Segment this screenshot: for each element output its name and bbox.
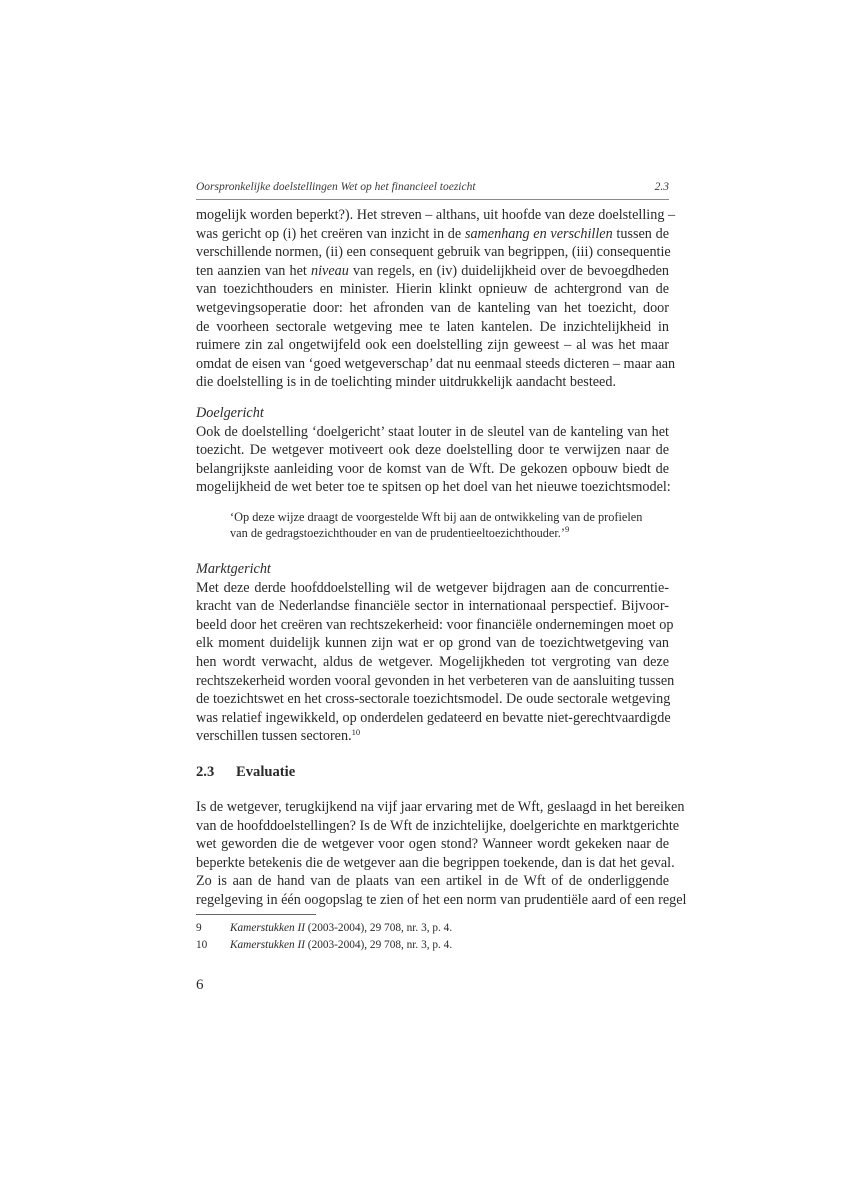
paragraph-doelgericht [196,404,669,497]
page-number: 6 [196,977,204,993]
text-line: beperkte betekenis die de wetgever aan die begrippen toekende, dan is dat het geval. [196,854,675,871]
section-heading [196,764,295,781]
text-line: was gericht op (i) het creëren van inzicht in de samenhang en verschillen tussen de [196,225,669,242]
header-section-number: 2.3 [654,181,669,193]
text-line: mogelijk worden beperkt?). Het streven – althans, uit hoofde van deze doelstelling – [196,207,676,223]
paragraph-evaluatie [196,798,687,910]
text-line: belangrijkste aanleiding voor de komst van de Wft. De gekozen opbouw biedt de [196,460,669,477]
emphasis-text: niveau [310,262,349,279]
text-line: hen wordt verwacht, aldus de wetgever. Mogelijkheden tot vergroting van deze [196,653,669,670]
text-line: beeld door het creëren van rechtszekerheid: voor financiële ondernemingen moet op [196,616,674,633]
text-line: die doelstelling is in de toelichting minder uitdrukkelijk aandacht besteed. [196,374,616,391]
quote-line: ‘Op deze wijze draagt de voorgestelde Wft bij aan de ontwikkeling van de profielen [230,510,643,524]
text-line: wet geworden die de wetgever voor ogen stond? Wanneer wordt gekeken naar de [196,836,669,853]
section-number: 2.3 [196,764,215,780]
block-quote [230,509,670,542]
subheading-marktgericht: Marktgericht [196,561,271,577]
paragraph-intro [196,206,676,392]
footnote-ref: 9 [564,524,570,535]
footnote: 10 Kamerstukken II (2003-2004), 29 708, nr. 3, p. 4. [196,937,452,954]
text-line: regelgeving in één oogopslag te zien of het een norm van prudentiële aard of een regel [196,891,687,908]
footnote-source: Kamerstukken II [230,922,305,934]
footnote-number: 9 [196,922,202,934]
running-title: Oorspronkelijke doelstellingen Wet op het financieel toezicht [196,181,476,193]
text-line: mogelijkheid de wet beter toe te spitsen op het doel van het nieuwe toezichtsmodel: [196,479,671,496]
text-line: de toezichtswet en het cross-sectorale toezichtsmodel. De oude sectorale wetgeving [196,691,671,708]
text-line: verschillen tussen sectoren.$^{10}$ [196,727,361,745]
running-header [196,181,669,200]
text-line: ruimere zin zal ongetwijfeld ook een doelstelling zijn geweest – al was het maar [196,337,669,354]
section-title: Evaluatie [236,764,296,780]
subheading-doelgericht: Doelgericht [196,405,264,421]
text-line: rechtszekerheid worden vooral gevonden in het verbeteren van de aansluiting tussen [196,672,675,689]
text-line: wetgevingsoperatie door: het afronden van de kanteling van het toezicht, door [196,299,669,316]
quote-line: van de gedragstoezichthouder en van de prudentieeltoezichthouder.’$^9$ [230,524,570,541]
text-line: toezicht. De wetgever motiveert ook deze doelstelling door te verwijzen naar de [196,442,669,459]
text-line: van de hoofddoelstellingen? Is de Wft de inzichtelijke, doelgerichte en marktgerichte [196,817,680,834]
text-line: verschillende normen, (ii) een consequent gebruik van begrippen, (iii) consequentie [196,244,671,261]
footnote-source: Kamerstukken II [230,939,305,951]
emphasis-text: samenhang en verschillen [464,225,613,242]
paragraph-marktgericht [196,560,675,746]
text-line: van toezichthouders en minister. Hierin klinkt opnieuw de achtergrond van de [196,281,669,298]
text-line: elk moment duidelijk kunnen zijn wat er op grond van de toezichtwetgeving van [196,635,669,652]
text-line: kracht van de Nederlandse financiële sector in internationaal perspectief. Bijvoor- [196,598,669,615]
footnote-number: 10 [196,939,208,951]
footnote-ref: 10 [351,727,361,738]
text-line: Met deze derde hoofddoelstelling wil de wetgever bijdragen aan de concurrentie- [196,579,669,596]
footnote: 9 Kamerstukken II (2003-2004), 29 708, nr. 3, p. 4. [196,920,452,937]
text-line: was relatief ingewikkeld, op onderdelen gedateerd en bevatte niet-gerechtvaardigde [196,709,671,726]
text-line: Is de wetgever, terugkijkend na vijf jaar ervaring met de Wft, geslaagd in het bereiken [196,799,685,815]
text-line: Zo is aan de hand van de plaats van een artikel in de Wft of de onderliggende [196,873,669,890]
footnote-divider [196,914,316,915]
text-line: de voorheen sectorale wetgeving mee te laten kantelen. De inzichtelijkheid in [196,318,669,335]
text-line: Ook de doelstelling ‘doelgericht’ staat louter in de sleutel van de kanteling van het [196,423,669,440]
footnotes [196,920,452,954]
text-line: omdat de eisen van ‘goed wetgeverschap’ dat nu eenmaal steeds dicteren – maar aan [196,355,676,372]
text-line: ten aanzien van het niveau van regels, en (iv) duidelijkheid over de bevoegdheden [196,262,670,279]
